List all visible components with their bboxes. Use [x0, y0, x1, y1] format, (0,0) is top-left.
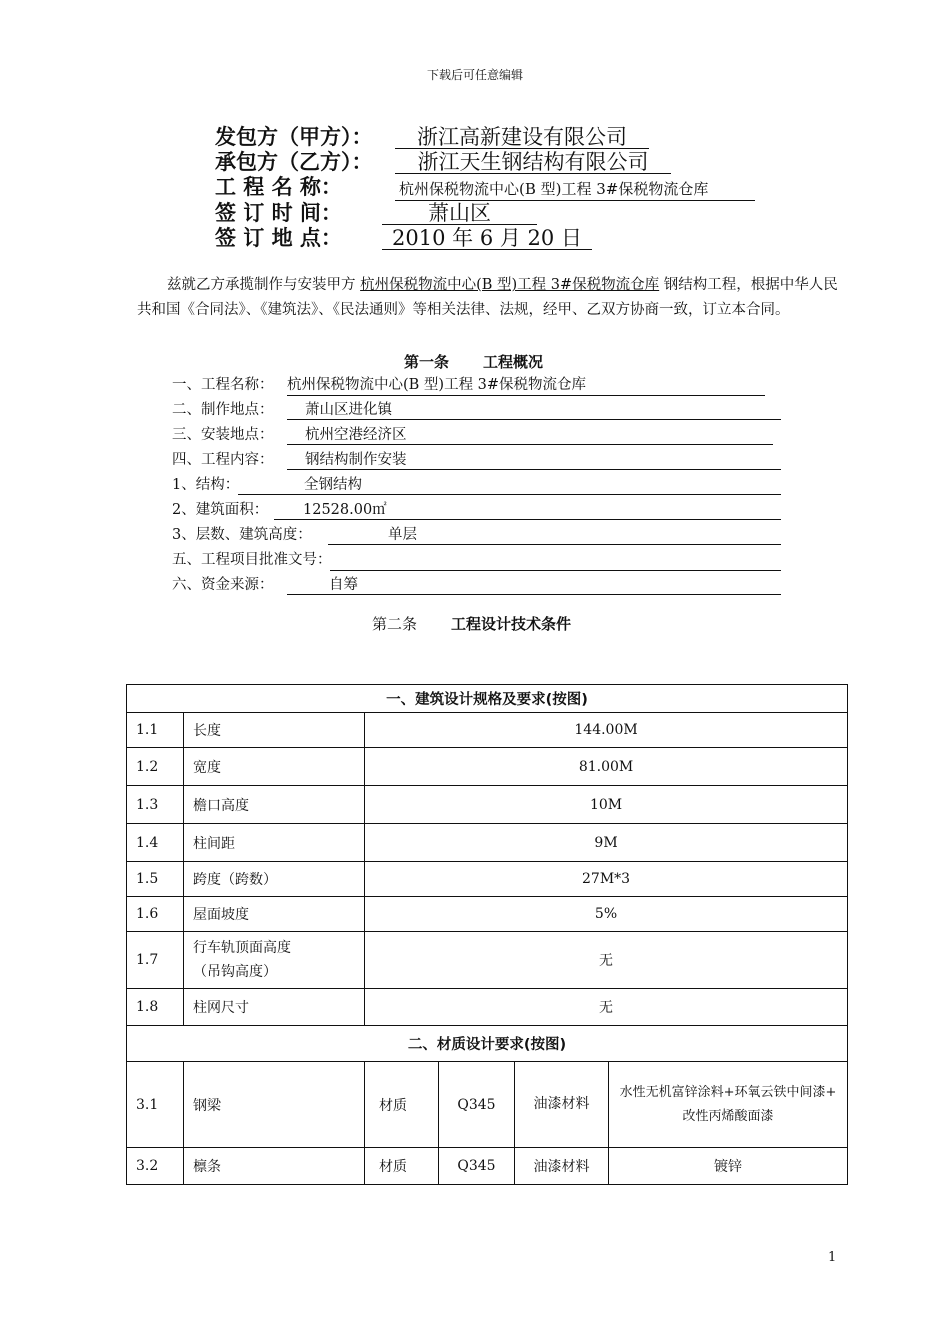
party-a-label: 发包方（甲方）： [215, 125, 373, 149]
row-number: 1.7 [127, 932, 184, 989]
page-number: 1 [828, 1250, 837, 1265]
row-item: 钢梁 [184, 1062, 365, 1148]
row-item: 檐口高度 [184, 786, 365, 824]
row-paint-label: 油漆材料 [515, 1148, 609, 1185]
item-install-site [172, 424, 407, 446]
row-number: 1.6 [127, 897, 184, 932]
row-value: 144.00M [365, 713, 848, 748]
row-item: 屋面坡度 [184, 897, 365, 932]
item-label: 一、工程名称： [172, 377, 274, 393]
project-name-value: 杭州保税物流中心(B 型)工程 3#保税物流仓库 [395, 178, 755, 201]
sign-place-value: 2010 年 6 月 20 日 [382, 227, 592, 250]
article2-num: 第二条 [372, 615, 418, 633]
item-value: 12528.00㎡ [274, 499, 781, 520]
sign-time-line [215, 200, 537, 226]
project-name-line [215, 174, 755, 200]
row-material: Q345 [439, 1148, 515, 1185]
row-material-label: 材质 [365, 1062, 439, 1148]
item-label: 2、建筑面积： [172, 502, 269, 518]
item-value: 萧山区进化镇 [287, 399, 781, 420]
intro-paragraph [137, 273, 842, 323]
item-floors-height [172, 524, 417, 546]
row-material: Q345 [439, 1062, 515, 1148]
sign-place-line [215, 225, 592, 251]
article2-title: 工程设计技术条件 [451, 615, 572, 633]
item-label: 五、工程项目批准文号： [172, 552, 332, 568]
article1-title: 工程概况 [483, 353, 544, 371]
table-row [127, 932, 848, 989]
row-value: 81.00M [365, 748, 848, 786]
row-number: 1.1 [127, 713, 184, 748]
item-approval-no [172, 549, 332, 571]
table-row [127, 786, 848, 824]
item-area [172, 499, 387, 521]
item-funding [172, 574, 358, 596]
spec-table [126, 684, 848, 1185]
item-value [330, 549, 781, 571]
item-label: 六、资金来源： [172, 577, 274, 593]
table-row [127, 824, 848, 862]
item-project-name [172, 374, 587, 396]
item-value: 钢结构制作安装 [287, 449, 781, 470]
section-header-row [127, 1026, 848, 1062]
item-content [172, 449, 407, 471]
row-item-multiline [184, 932, 365, 989]
project-name-label: 工 程 名 称： [215, 175, 342, 199]
item-value: 全钢结构 [238, 474, 781, 495]
row-paint: 水性无机富锌涂料+环氧云铁中间漆+ 改性丙烯酸面漆 [609, 1062, 848, 1148]
article1-heading [404, 351, 543, 372]
row-number: 3.1 [127, 1062, 184, 1148]
item-label: 四、工程内容： [172, 452, 274, 468]
row-value: 10M [365, 786, 848, 824]
row-number: 1.8 [127, 989, 184, 1026]
sign-place-label: 签 订 地 点： [215, 226, 342, 250]
item-label: 三、安装地点： [172, 427, 274, 443]
row-item: 长度 [184, 713, 365, 748]
row-number: 1.2 [127, 748, 184, 786]
section-header-row [127, 685, 848, 713]
item-value: 杭州保税物流中心(B 型)工程 3#保税物流仓库 [287, 374, 765, 396]
watermark-text: 下载后可任意编辑 [426, 68, 523, 82]
sign-time-label: 签 订 时 间： [215, 201, 342, 225]
row-number: 1.5 [127, 862, 184, 897]
row-paint: 镀锌 [609, 1148, 848, 1185]
sign-time-value: 萧山区 [382, 202, 537, 225]
party-b-label: 承包方（乙方）： [215, 150, 373, 174]
item-value: 单层 [328, 524, 781, 545]
row-item: 柱网尺寸 [184, 989, 365, 1026]
row-value: 27M*3 [365, 862, 848, 897]
table-row [127, 748, 848, 786]
table-row [127, 897, 848, 932]
item-label: 3、层数、建筑高度： [172, 527, 312, 543]
row-item: 行车轨顶面高度 [193, 940, 291, 956]
party-b-value: 浙江天生钢结构有限公司 [395, 151, 671, 174]
item-label: 1、结构： [172, 477, 240, 493]
intro-before: 兹就乙方承揽制作与安装甲方 [167, 277, 361, 293]
party-b-line [215, 149, 671, 175]
section2-title: 二、材质设计要求(按图) [127, 1026, 848, 1062]
table-row [127, 713, 848, 748]
intro-project: 杭州保税物流中心(B 型)工程 3#保税物流仓库 [360, 277, 660, 293]
item-label: 二、制作地点： [172, 402, 274, 418]
row-material-label: 材质 [365, 1148, 439, 1185]
party-a-value: 浙江高新建设有限公司 [395, 126, 649, 149]
item-value: 杭州空港经济区 [287, 424, 773, 445]
row-value: 9M [365, 824, 848, 862]
row-number: 1.4 [127, 824, 184, 862]
row-number: 3.2 [127, 1148, 184, 1185]
party-a-line [215, 124, 649, 150]
table-row [127, 1148, 848, 1185]
row-value: 无 [365, 989, 848, 1026]
table-row [127, 862, 848, 897]
table-row [127, 989, 848, 1026]
row-value: 5% [365, 897, 848, 932]
row-item-note: （吊钩高度） [193, 964, 277, 980]
row-value: 无 [365, 932, 848, 989]
article1-num: 第一条 [404, 353, 450, 371]
section1-title: 一、建筑设计规格及要求(按图) [127, 685, 848, 713]
row-number: 1.3 [127, 786, 184, 824]
row-item: 跨度（跨数） [184, 862, 365, 897]
intro-after: 钢结构工程，根据中华人民共和国《合同法》、《建筑法》、《民法通则》等相关法律、法规，经甲、乙双方协商一致，订立本合同。 [137, 277, 838, 318]
row-item: 柱间距 [184, 824, 365, 862]
row-item: 宽度 [184, 748, 365, 786]
item-structure [172, 474, 362, 496]
item-production-site [172, 399, 392, 421]
table-row [127, 1062, 848, 1148]
row-item: 檩条 [184, 1148, 365, 1185]
row-paint-label: 油漆材料 [515, 1062, 609, 1148]
article2-heading [372, 613, 571, 634]
item-value: 自筹 [287, 574, 781, 595]
